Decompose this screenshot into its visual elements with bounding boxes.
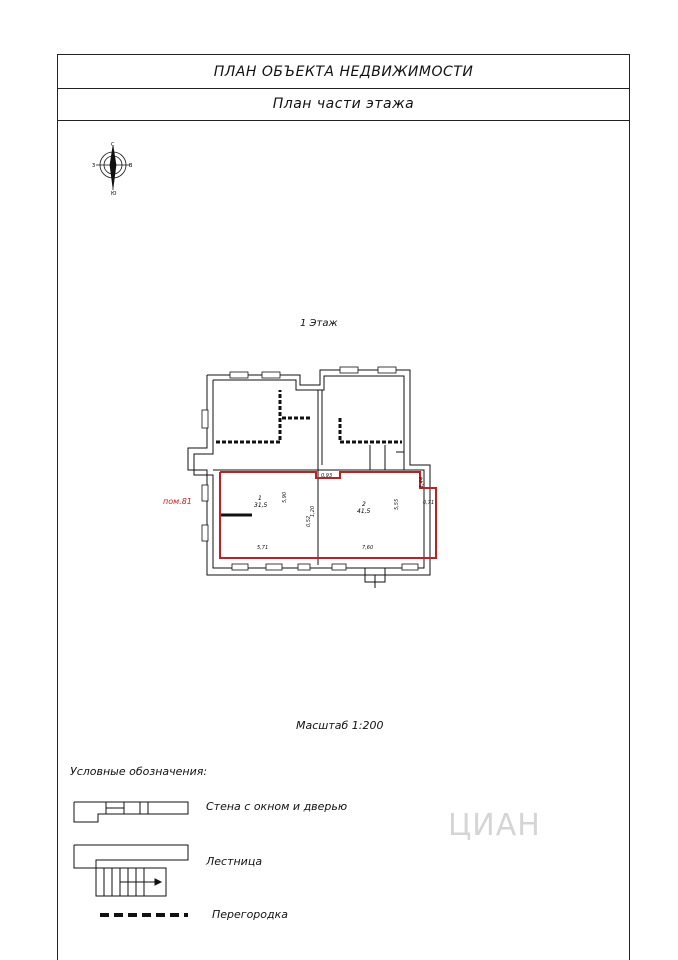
dim-0-52: 0,52 <box>306 515 312 527</box>
wall-with-window-door-icon <box>74 802 188 822</box>
compass-west: З <box>92 163 96 169</box>
legend-label-wall: Стена с окном и дверью <box>206 800 348 813</box>
dim-7-60: 7,60 <box>362 545 374 551</box>
plan-title: ПЛАН ОБЪЕКТА НЕДВИЖИМОСТИ <box>58 55 629 89</box>
watermark-logo: ЦИАН <box>448 808 541 843</box>
compass-south: Ю <box>111 191 117 197</box>
dim-1-44: 1,44 <box>419 476 425 488</box>
partitions <box>216 390 402 515</box>
dim-1-20: 1,20 <box>310 505 316 517</box>
premises-outline <box>220 472 436 558</box>
legend-label-stairs: Лестница <box>206 855 263 868</box>
room-1-number: 1 <box>258 495 262 502</box>
legend-label-partition: Перегородка <box>212 908 289 921</box>
room-tag: пом.81 <box>163 497 192 506</box>
dim-5-55: 5,55 <box>394 498 400 510</box>
floor-label: 1 Этаж <box>300 318 338 329</box>
compass-north: С <box>111 142 115 148</box>
dim-0-93: 0,93 <box>321 473 333 479</box>
dim-5-90: 5,90 <box>282 491 288 503</box>
dim-0-71: 0,71 <box>423 500 435 506</box>
compass-icon <box>96 146 130 190</box>
dim-5-71: 5,71 <box>257 545 269 551</box>
room-2-area: 41,5 <box>357 508 371 515</box>
plan-subtitle: План части этажа <box>58 88 629 121</box>
windows <box>202 367 418 570</box>
building-walls <box>188 370 430 588</box>
stair-icon <box>74 845 188 896</box>
compass-east: В <box>129 163 133 169</box>
scale-label: Масштаб 1:200 <box>296 719 384 732</box>
legend-title: Условные обозначения: <box>70 765 208 778</box>
room-2-number: 2 <box>362 501 366 508</box>
room-1-area: 31,5 <box>254 502 268 509</box>
